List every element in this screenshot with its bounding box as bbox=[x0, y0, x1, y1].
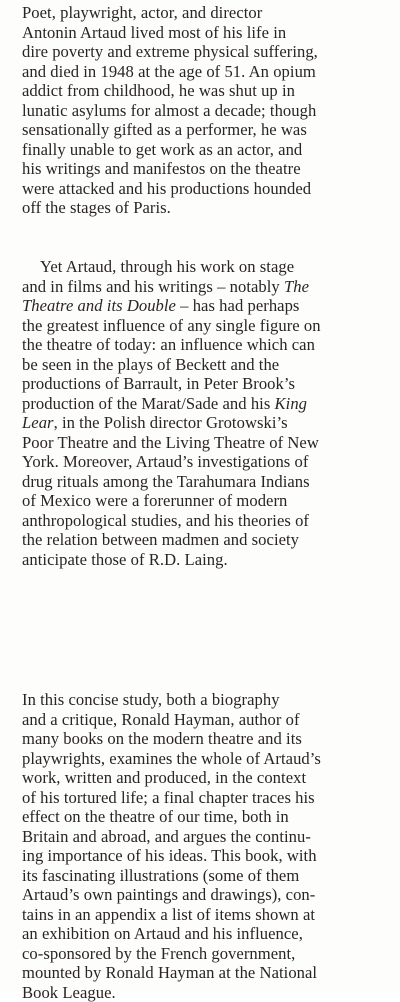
text-line: the theatre of today: an influence which can bbox=[22, 335, 394, 355]
text-line: its fascinating illustrations (some of them bbox=[22, 866, 394, 886]
text-line: effect on the theatre of our time, both in bbox=[22, 807, 394, 827]
text-line: of Mexico were a forerunner of modern bbox=[22, 491, 394, 511]
text-line: the greatest influence of any single figure on bbox=[22, 316, 394, 336]
text-line: tains in an appendix a list of items shown at bbox=[22, 905, 394, 925]
text-line: anticipate those of R.D. Laing. bbox=[22, 550, 394, 570]
text-line: his writings and manifestos on the theatre bbox=[22, 159, 394, 179]
text-line: and in films and his writings – notably The bbox=[22, 277, 394, 297]
text-line: ing importance of his ideas. This book, with bbox=[22, 846, 394, 866]
text-line: productions of Barrault, in Peter Brook’s bbox=[22, 374, 394, 394]
text-line: an exhibition on Artaud and his influence, bbox=[22, 924, 394, 944]
text-line: many books on the modern theatre and its bbox=[22, 729, 394, 749]
text-line: lunatic asylums for almost a decade; though bbox=[22, 101, 394, 121]
text-line: dire poverty and extreme physical suffering, bbox=[22, 42, 394, 62]
text-line: of his tortured life; a final chapter traces his bbox=[22, 788, 394, 808]
text-line: the relation between madmen and society bbox=[22, 530, 394, 550]
text-line: and a critique, Ronald Hayman, author of bbox=[22, 710, 394, 730]
text-line: finally unable to get work as an actor, and bbox=[22, 140, 394, 160]
text-line: Poor Theatre and the Living Theatre of New bbox=[22, 433, 394, 453]
paragraph-biography bbox=[22, 3, 394, 218]
text-line: Book League. bbox=[22, 983, 394, 1002]
text-line: York. Moreover, Artaud’s investigations of bbox=[22, 452, 394, 472]
text-line: anthropological studies, and his theories of bbox=[22, 511, 394, 531]
text-line: mounted by Ronald Hayman at the National bbox=[22, 963, 394, 983]
text-line: Lear, in the Polish director Grotowski’s bbox=[22, 413, 394, 433]
text-line: addict from childhood, he was shut up in bbox=[22, 81, 394, 101]
text-line: Poet, playwright, actor, and director bbox=[22, 3, 394, 23]
text-line: Artaud’s own paintings and drawings), con- bbox=[22, 885, 394, 905]
text-line: Britain and abroad, and argues the continu- bbox=[22, 827, 394, 847]
text-line: Yet Artaud, through his work on stage bbox=[22, 257, 394, 277]
text-line: In this concise study, both a biography bbox=[22, 690, 394, 710]
paragraph-influence bbox=[22, 257, 394, 569]
text-line: drug rituals among the Tarahumara Indians bbox=[22, 472, 394, 492]
text-line: co-sponsored by the French government, bbox=[22, 944, 394, 964]
text-line: and died in 1948 at the age of 51. An opium bbox=[22, 62, 394, 82]
text-line: off the stages of Paris. bbox=[22, 198, 394, 218]
text-line: Antonin Artaud lived most of his life in bbox=[22, 23, 394, 43]
text-line: be seen in the plays of Beckett and the bbox=[22, 355, 394, 375]
paragraph-book-description bbox=[22, 690, 394, 1002]
text-line: sensationally gifted as a performer, he was bbox=[22, 120, 394, 140]
text-line: production of the Marat/Sade and his King bbox=[22, 394, 394, 414]
text-line: work, written and produced, in the context bbox=[22, 768, 394, 788]
text-line: playwrights, examines the whole of Artaud’s bbox=[22, 749, 394, 769]
text-line: were attacked and his productions hounded bbox=[22, 179, 394, 199]
text-line: Theatre and its Double – has had perhaps bbox=[22, 296, 394, 316]
